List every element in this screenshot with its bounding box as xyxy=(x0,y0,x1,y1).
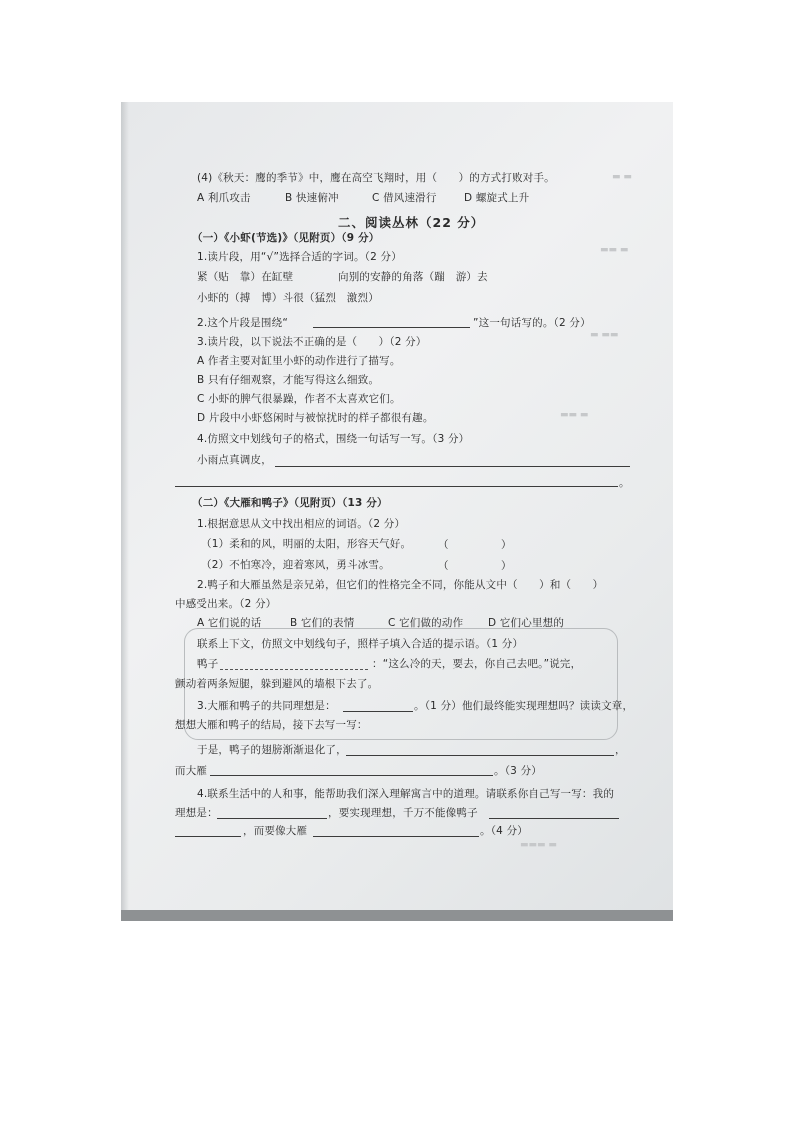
p2-q2-duck-line2: 颤动着两条短腿，躲到避风的墙根下去了。 xyxy=(175,678,379,690)
p2-q2-option-c: C 它们做的动作 xyxy=(388,617,464,629)
p2-q3-prefix: 3.大雁和鸭子的共同理想是： xyxy=(197,700,336,712)
p2-q4-line1: 4.联系生活中的人和事，能帮助我们深入理解寓言中的道理。请联系你自己写一写：我的 xyxy=(197,788,615,800)
option-d: D 螺旋式上升 xyxy=(464,192,530,204)
p2-q4-line3a: ，而要像大雁 xyxy=(243,825,308,837)
part1-title: （一）《小虾(节选)》（见附页）（9 分） xyxy=(192,232,380,244)
p2-q2-duck-label: 鸭子 xyxy=(197,658,219,670)
p1-q4-start: 小雨点真调皮， xyxy=(197,454,272,466)
p1-q3-option-c: C 小虾的脾气很暴躁，作者不太喜欢它们。 xyxy=(197,393,401,405)
p2-q1-item2: （2）不怕寒冷，迎着寒风，勇斗冰雪。 xyxy=(201,559,390,571)
p2-q4-line3b: 。（4 分） xyxy=(480,825,528,837)
p2-q2-option-b: B 它们的表情 xyxy=(290,617,355,629)
option-c: C 借风速滑行 xyxy=(372,192,437,204)
p2-q3-suffix: 。（1 分）他们最终能实现理想吗？读读文章， xyxy=(414,700,634,712)
p1-q1-row1b: 向别的安静的角落（蹦 游）去 xyxy=(338,271,488,283)
page-shadow xyxy=(121,102,129,921)
answer-parens[interactable]: （ ） xyxy=(438,560,512,572)
p1-q3-option-a: A 作者主要对缸里小虾的动作进行了描写。 xyxy=(197,355,401,367)
answer-line[interactable] xyxy=(175,486,618,487)
p1-q3-option-b: B 只有仔细观察，才能写得这么细致。 xyxy=(197,374,380,386)
answer-line[interactable] xyxy=(313,327,470,328)
answer-parens[interactable]: （ ） xyxy=(438,539,512,551)
p2-q2-extra: 联系上下文，仿照文中划线句子，照样子填入合适的提示语。（1 分） xyxy=(197,638,524,650)
option-b: B 快速俯冲 xyxy=(285,192,339,204)
answer-line[interactable] xyxy=(210,775,493,776)
p1-q1: 1.读片段，用“√”选择合适的字词。（2 分） xyxy=(197,251,402,263)
p1-q1-row1a: 紧（贴 靠）在缸壁 xyxy=(197,271,294,283)
p2-q3-line3: 于是，鸭子的翅膀渐渐退化了， xyxy=(197,744,347,756)
p2-q4-line2a: 理想是： xyxy=(175,807,218,819)
p1-q3: 3.读片段，以下说法不正确的是（ ）（2 分） xyxy=(197,336,427,348)
answer-line[interactable] xyxy=(220,669,368,670)
show-through-text: ▬ ▬ xyxy=(612,172,632,182)
part2-title: （二）《大雁和鸭子》（见附页）（13 分） xyxy=(192,497,388,509)
answer-line[interactable] xyxy=(346,755,614,756)
p1-q2-prefix: 2.这个片段是围绕“ xyxy=(197,317,288,329)
p2-q1-item1: （1）柔和的风，明丽的太阳，形容天气好。 xyxy=(201,538,412,550)
p2-q2-duck-quote: ：“这么冷的天，要去，你自己去吧。”说完， xyxy=(372,658,582,670)
answer-line[interactable] xyxy=(313,836,479,837)
p2-q3-line4-end: 。（3 分） xyxy=(494,765,542,777)
section-title: 二、阅读丛林（22 分） xyxy=(338,215,485,230)
show-through-text: ▬▬▬ ▬ xyxy=(520,840,557,850)
p1-q4: 4.仿照文中划线句子的格式，围绕一句话写一写。（3 分） xyxy=(197,433,470,445)
answer-line[interactable] xyxy=(275,466,630,467)
p2-q2-line2: 中感受出来。（2 分） xyxy=(175,598,277,610)
p1-q3-option-d: D 片段中小虾悠闲时与被惊扰时的样子都很有趣。 xyxy=(197,412,434,424)
p1-q4-end: 。 xyxy=(619,477,630,489)
show-through-text: ▬ ▬▬ xyxy=(590,330,619,340)
p2-q1: 1.根据意思从文中找出相应的词语。（2 分） xyxy=(197,518,406,530)
answer-line[interactable] xyxy=(175,836,241,837)
p2-q4-line2b: ，要实现理想，千万不能像鸭子 xyxy=(328,807,478,819)
answer-line[interactable] xyxy=(343,711,413,712)
option-a: A 利爪攻击 xyxy=(197,192,251,204)
p2-q3-line2: 想想大雁和鸭子的结局，接下去写一写： xyxy=(175,719,368,731)
show-through-text: ▬▬ ▬ xyxy=(600,245,629,255)
photo-bottom-edge xyxy=(121,910,673,921)
question-4-text: (4)《秋天：鹰的季节》中，鹰在高空飞翔时，用（ ）的方式打败对手。 xyxy=(197,172,555,184)
p2-q2-option-d: D 它们心里想的 xyxy=(488,617,565,629)
p1-q1-row2: 小虾的（搏 博）斗很（猛烈 激烈） xyxy=(197,292,379,304)
answer-line[interactable] xyxy=(489,818,619,819)
p2-q3-line3-end: ， xyxy=(615,744,626,756)
p2-q3-line4: 而大雁 xyxy=(175,765,208,777)
p2-q2-line1: 2.鸭子和大雁虽然是亲兄弟，但它们的性格完全不同，你能从文中（ ）和（ ） xyxy=(197,579,604,591)
p2-q2-option-a: A 它们说的话 xyxy=(197,617,262,629)
answer-line[interactable] xyxy=(217,818,327,819)
p1-q2-suffix: ”这一句话写的。（2 分） xyxy=(473,317,591,329)
show-through-text: ▬▬ ▬ xyxy=(560,410,589,420)
